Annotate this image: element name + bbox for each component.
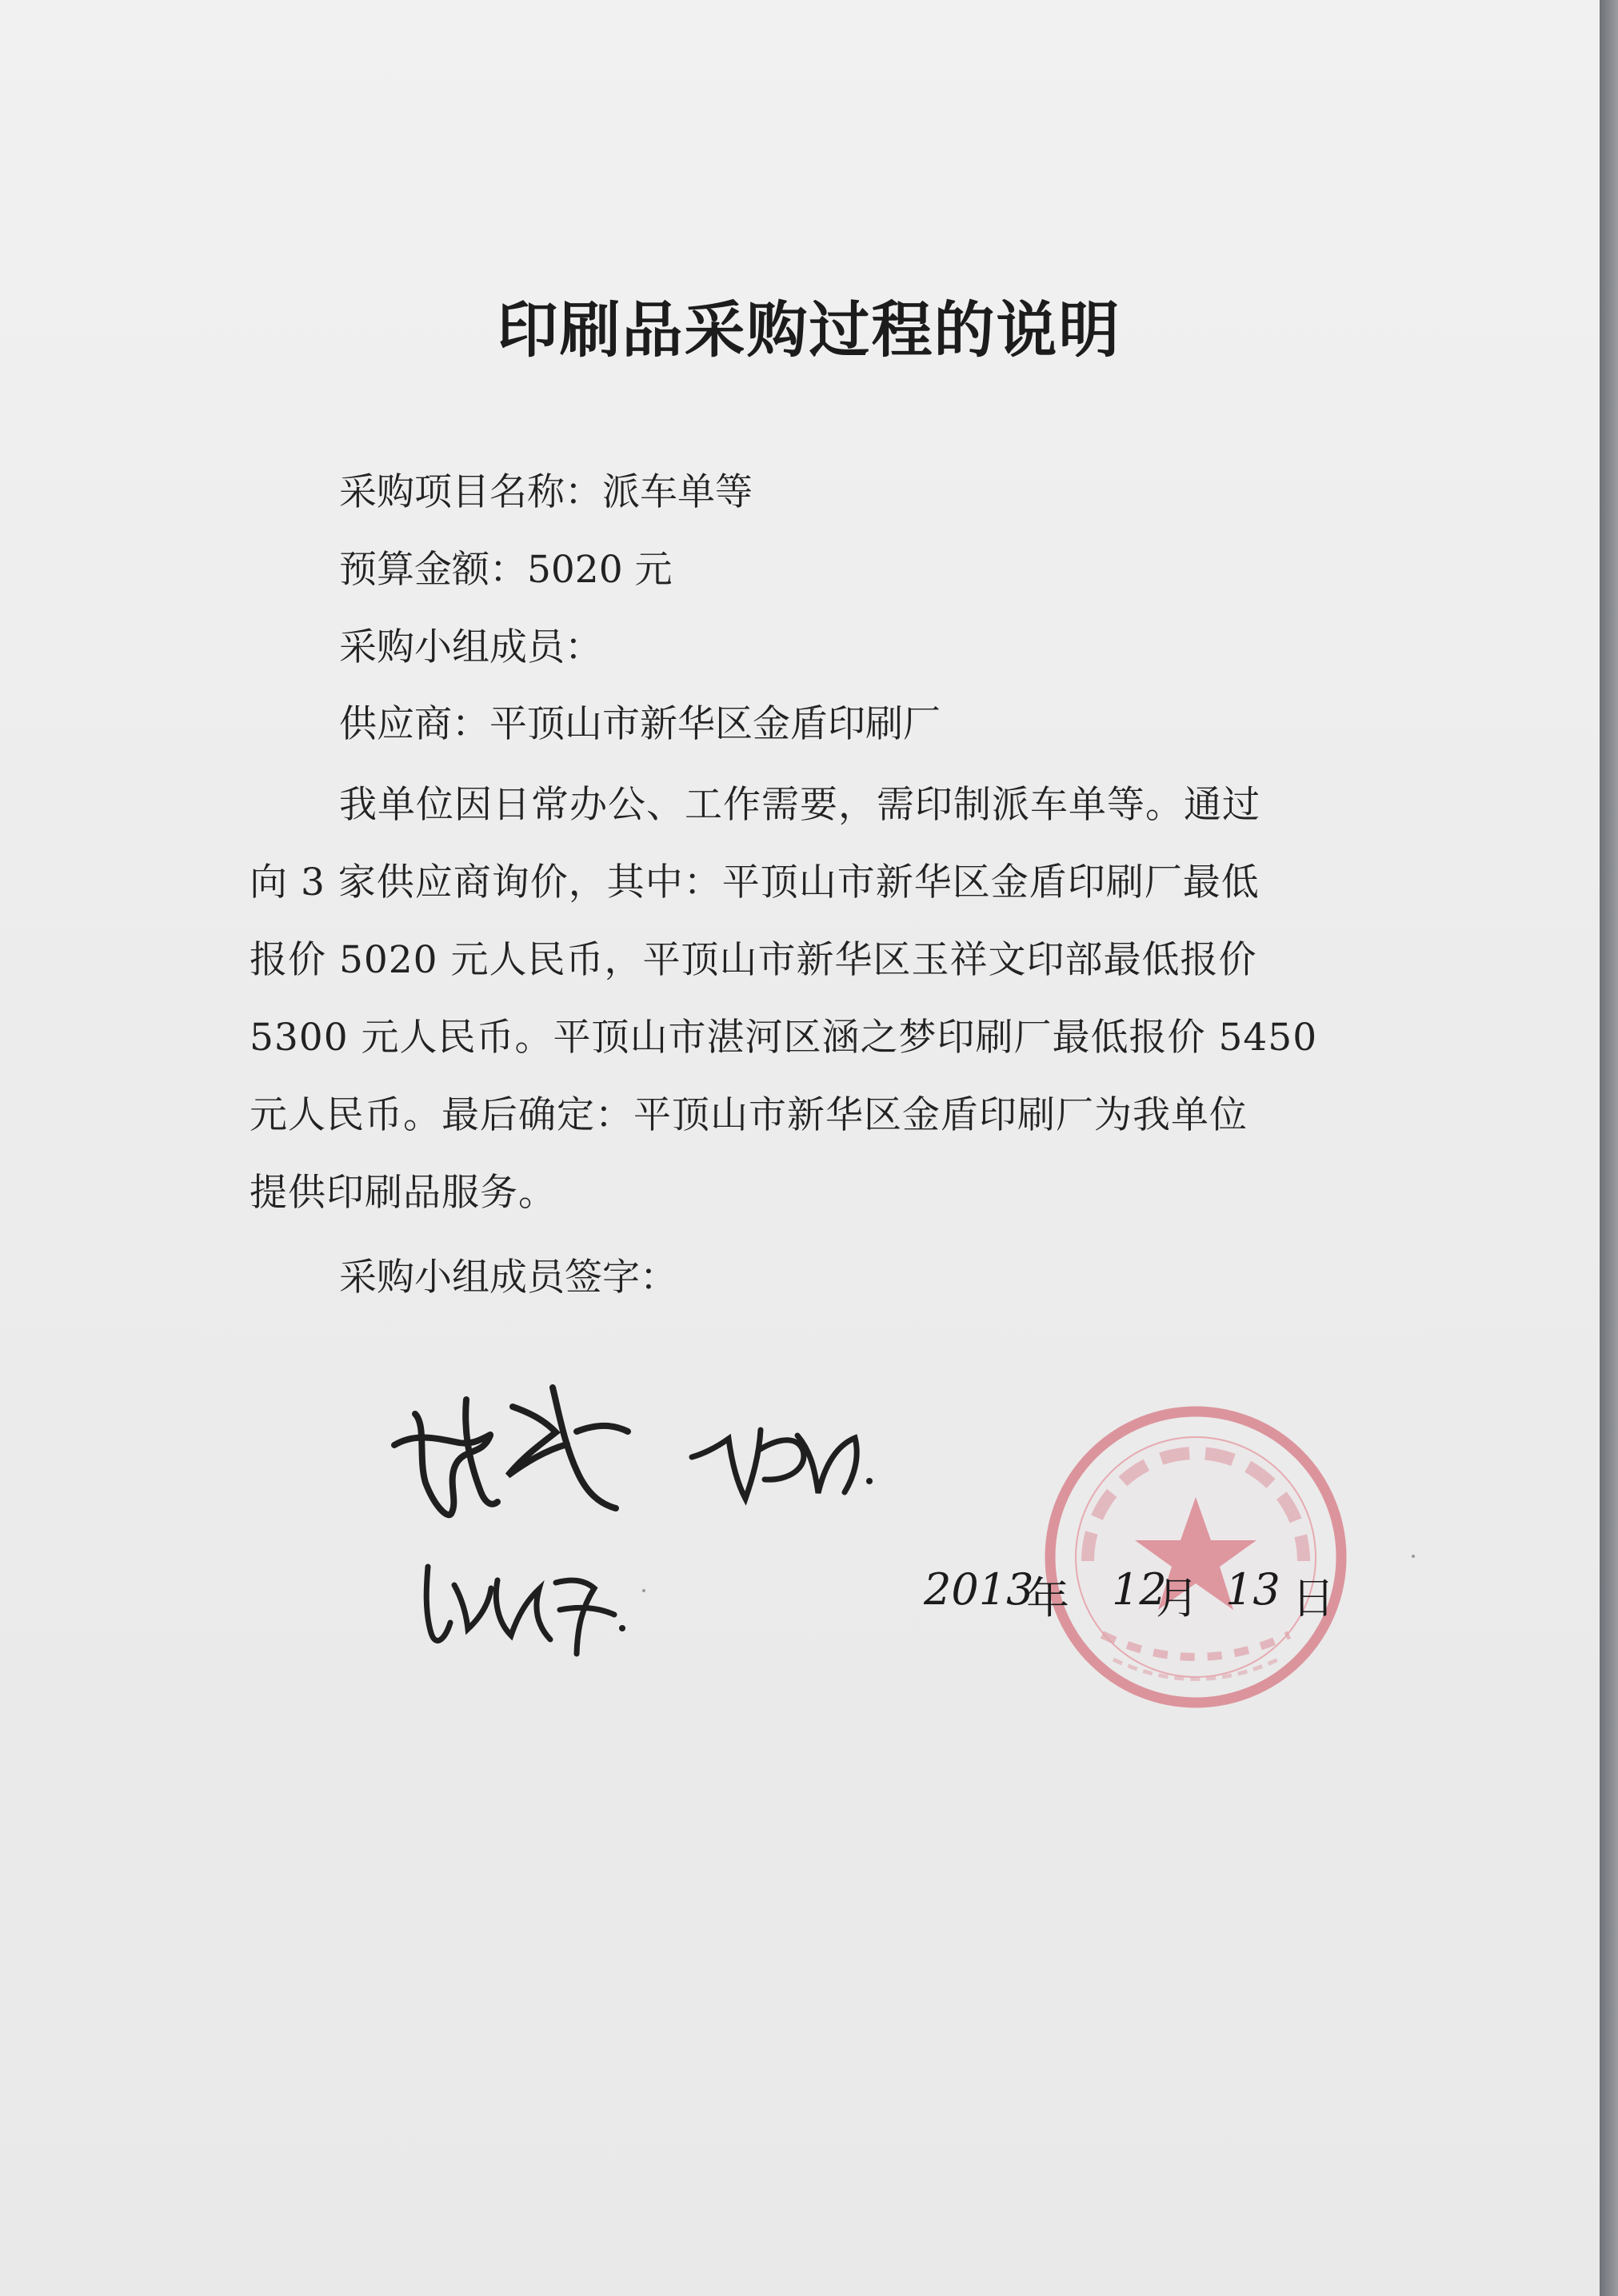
paragraph-line-2: 向 3 家供应商询价，其中：平顶山市新华区金盾印刷厂最低 xyxy=(250,861,1260,904)
date-day-handwritten: 13 xyxy=(1225,1564,1280,1615)
page-title: 印刷品采购过程的说明 xyxy=(497,294,1121,365)
date-day-suffix: 日 xyxy=(1292,1573,1335,1623)
paragraph-line-3: 报价 5020 元人民币，平顶山市新华区玉祥文印部最低报价 xyxy=(250,938,1257,982)
ink-dot xyxy=(642,1589,645,1592)
date-year-handwritten: 2013 xyxy=(924,1564,1034,1615)
project-name-line: 采购项目名称：派车单等 xyxy=(339,470,753,514)
paragraph-line-5: 元人民币。最后确定：平顶山市新华区金盾印刷厂为我单位 xyxy=(250,1093,1248,1137)
date-month-suffix: 月 xyxy=(1156,1573,1199,1623)
budget-line: 预算金额：5020 元 xyxy=(339,548,673,592)
date-month-handwritten: 12 xyxy=(1112,1564,1167,1615)
group-members-line: 采购小组成员： xyxy=(339,625,602,669)
signature-two xyxy=(684,1409,880,1521)
paper-speck xyxy=(1412,1555,1415,1558)
supplier-line: 供应商：平顶山市新华区金盾印刷厂 xyxy=(339,702,941,746)
paragraph-line-6: 提供印刷品服务。 xyxy=(250,1171,557,1215)
paragraph-line-1: 我单位因日常办公、工作需要，需印制派车单等。通过 xyxy=(339,783,1260,827)
signature-date xyxy=(916,1555,1380,1651)
paragraph-line-4: 5300 元人民币。平顶山市湛河区涵之梦印刷厂最低报价 5450 xyxy=(250,1016,1318,1060)
signature-one xyxy=(388,1369,636,1533)
signature-three xyxy=(416,1551,636,1671)
date-year-suffix: 年 xyxy=(1026,1573,1069,1623)
signature-label: 采购小组成员签字： xyxy=(339,1256,677,1300)
